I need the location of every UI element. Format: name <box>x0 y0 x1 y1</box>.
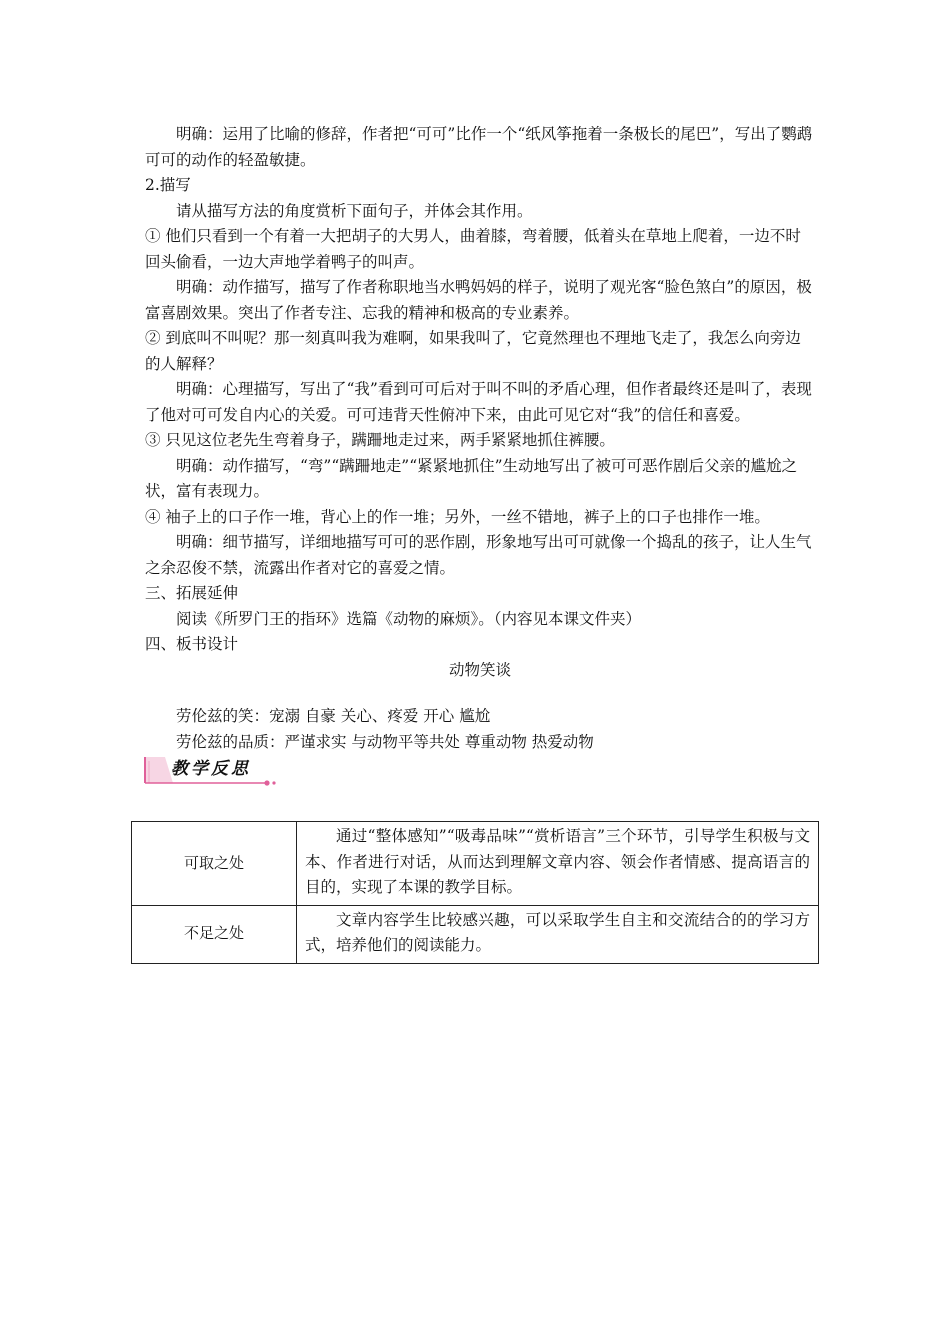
paragraph: 阅读《所罗门王的指环》选篇《动物的麻烦》。（内容见本课文件夹） <box>176 609 642 628</box>
paragraph: 明确：运用了比喻的修辞，作者把“可可”比作一个“纸风筝拖着一条极长的尾巴”，写出了鹦鹉可可的动作的轻盈敏捷。 <box>145 125 813 169</box>
row-label: 不足之处 <box>132 905 297 963</box>
paragraph: 明确：动作描写，描写了作者称职地当水鸭妈妈的样子，说明了观光客“脸色煞白”的原因，极富喜剧效果。突出了作者专注、忘我的精神和极高的专业素养。 <box>145 278 812 322</box>
section-banner <box>145 755 815 789</box>
example-sentence: ② 到底叫不叫呢？那一刻真叫我为难啊，如果我叫了，它竟然理也不理地飞走了，我怎么向旁边的人解释？ <box>145 329 801 373</box>
table-row <box>132 905 819 963</box>
paragraph: 明确：动作描写，“弯”“蹒跚地走”“紧紧地抓住”生动地写出了被可可恶作剧后父亲的尴尬之状，富有表现力。 <box>145 456 798 500</box>
lesson-content <box>145 122 815 789</box>
board-line: 劳伦兹的笑：宠溺 自豪 关心、疼爱 开心 尴尬 <box>176 707 491 725</box>
table-row <box>132 822 819 906</box>
section-heading: 四、板书设计 <box>145 635 239 653</box>
subheading: 2.描写 <box>145 176 191 194</box>
paragraph: 明确：心理描写，写出了“我”看到可可后对于叫不叫的矛盾心理，但作者最终还是叫了，表现了他对可可发自内心的关爱。可可违背天性俯冲下来，由此可见它对“我”的信任和喜爱。 <box>145 380 812 424</box>
row-text: 通过“整体感知”“吸毒品味”“赏析语言”三个环节，引导学生积极与文本、作者进行对话，从而达到理解文章内容、领会作者情感、提高语言的目的，实现了本课的教学目标。 <box>297 822 819 906</box>
example-sentence: ① 他们只看到一个有着一大把胡子的大男人，曲着膝，弯着腰，低着头在草地上爬着，一边不时回头偷看，一边大声地学着鸭子的叫声。 <box>145 227 801 271</box>
row-label: 可取之处 <box>132 822 297 906</box>
board-line: 劳伦兹的品质：严谨求实 与动物平等共处 尊重动物 热爱动物 <box>176 732 594 751</box>
board-title: 动物笑谈 <box>448 660 511 679</box>
row-text: 文章内容学生比较感兴趣，可以采取学生自主和交流结合的的学习方式，培养他们的阅读能力。 <box>297 905 819 963</box>
reflection-table <box>131 821 819 964</box>
example-sentence: ③ 只见这位老先生弯着身子，蹒跚地走过来，两手紧紧地抓住裤腰。 <box>145 431 615 449</box>
paragraph: 明确：细节描写，详细地描写可可的恶作剧，形象地写出可可就像一个捣乱的孩子，让人生气之余忍俊不禁，流露出作者对它的喜爱之情。 <box>145 533 812 577</box>
paragraph: 请从描写方法的角度赏析下面句子，并体会其作用。 <box>176 201 533 220</box>
banner-title: 教学反思 <box>171 759 251 779</box>
example-sentence: ④ 袖子上的口子作一堆，背心上的作一堆；另外，一丝不错地，裤子上的口子也排作一堆。 <box>145 507 770 526</box>
section-heading: 三、拓展延伸 <box>145 584 239 602</box>
